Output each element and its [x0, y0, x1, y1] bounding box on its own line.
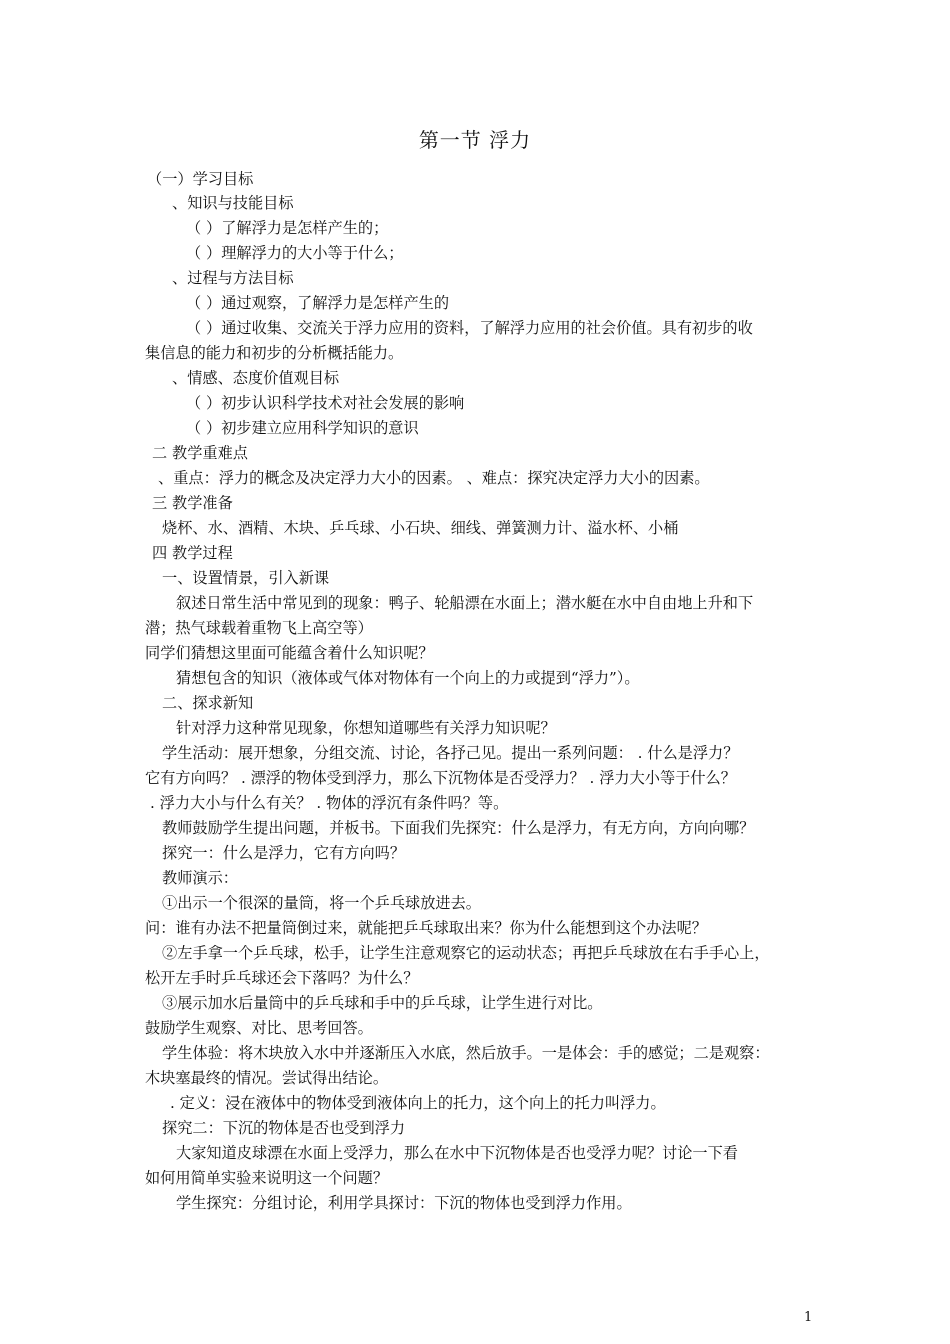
page-title: 第一节 浮力 [418, 128, 532, 152]
section-heading: 二 教学重难点 [152, 444, 248, 462]
text-line: 教师鼓励学生提出问题，并板书。下面我们先探究：什么是浮力，有无方向，方向向哪？ [162, 819, 755, 837]
text-line: （ ）通过收集、交流关于浮力应用的资料，了解浮力应用的社会价值。具有初步的收 [186, 319, 753, 337]
text-line: ③展示加水后量筒中的乒乓球和手中的乒乓球，让学生进行对比。 [162, 994, 603, 1012]
text-line: 松开左手时乒乓球还会下落吗？为什么？ [145, 969, 419, 987]
text-line: 鼓励学生观察、对比、思考回答。 [145, 1019, 373, 1037]
text-line: ②左手拿一个乒乓球，松手，让学生注意观察它的运动状态；再把乒乓球放在右手手心上， [162, 944, 770, 962]
text-line: 学生活动：展开想象，分组交流、讨论，各抒己见。提出一系列问题： . 什么是浮力？ [162, 744, 739, 762]
text-line: 探究一：什么是浮力，它有方向吗？ [162, 844, 405, 862]
text-line: 猜想包含的知识（液体或气体对物体有一个向上的力或提到“浮力”）。 [176, 669, 640, 687]
text-line: . 定义：浸在液体中的物体受到液体向上的托力，这个向上的托力叫浮力。 [170, 1094, 666, 1112]
text-line: 如何用简单实验来说明这一个问题？ [145, 1169, 388, 1187]
text-line: （ ）初步认识科学技术对社会发展的影响 [186, 394, 465, 412]
text-line: 二、探求新知 [162, 694, 254, 712]
section-heading: 四 教学过程 [152, 544, 233, 562]
text-line: （一）学习目标 [147, 170, 254, 188]
section-heading: 三 教学准备 [152, 494, 233, 512]
text-line: 针对浮力这种常见现象，你想知道哪些有关浮力知识呢？ [176, 719, 556, 737]
text-line: 、过程与方法目标 [172, 269, 294, 287]
text-line: 教师演示： [162, 869, 238, 887]
text-line: 烧杯、水、酒精、木块、乒乓球、小石块、细线、弹簧测力计、溢水杯、小桶 [162, 519, 679, 537]
text-line: 一、设置情景，引入新课 [162, 569, 330, 587]
text-line: 集信息的能力和初步的分析概括能力。 [145, 344, 404, 362]
text-line: 同学们猜想这里面可能蕴含着什么知识呢？ [145, 644, 434, 662]
text-line: （ ）通过观察，了解浮力是怎样产生的 [186, 294, 450, 312]
text-line: 问：谁有办法不把量筒倒过来，就能把乒乓球取出来？你为什么能想到这个办法呢？ [145, 919, 707, 937]
text-line: 、重点：浮力的概念及决定浮力大小的因素。 、难点：探究决定浮力大小的因素。 [158, 469, 710, 487]
text-line: 、知识与技能目标 [172, 194, 294, 212]
text-line: 大家知道皮球漂在水面上受浮力，那么在水中下沉物体是否也受浮力呢？讨论一下看 [176, 1144, 738, 1162]
text-line: 、情感、态度价值观目标 [172, 369, 340, 387]
text-line: 学生体验：将木块放入水中并逐渐压入水底，然后放手。一是体会：手的感觉；二是观察： [162, 1044, 770, 1062]
text-line: 学生探究：分组讨论，利用学具探讨：下沉的物体也受到浮力作用。 [176, 1194, 632, 1212]
text-line: 探究二：下沉的物体是否也受到浮力 [162, 1119, 405, 1137]
text-line: 潜；热气球载着重物飞上高空等） [145, 619, 373, 637]
text-line: 叙述日常生活中常见到的现象：鸭子、轮船漂在水面上；潜水艇在水中自由地上升和下 [176, 594, 754, 612]
text-line: ①出示一个很深的量筒，将一个乒乓球放进去。 [162, 894, 481, 912]
text-line: 它有方向吗？ . 漂浮的物体受到浮力，那么下沉物体是否受浮力？ . 浮力大小等于什么？ [145, 769, 736, 787]
text-line: （ ）理解浮力的大小等于什么； [186, 244, 404, 262]
page-number: 1 [804, 1310, 813, 1325]
text-line: （ ）初步建立应用科学知识的意识 [186, 419, 419, 437]
text-line: 木块塞最终的情况。尝试得出结论。 [145, 1069, 388, 1087]
text-line: . 浮力大小与什么有关？ . 物体的浮沉有条件吗？等。 [150, 794, 509, 812]
text-line: （ ）了解浮力是怎样产生的； [186, 219, 389, 237]
